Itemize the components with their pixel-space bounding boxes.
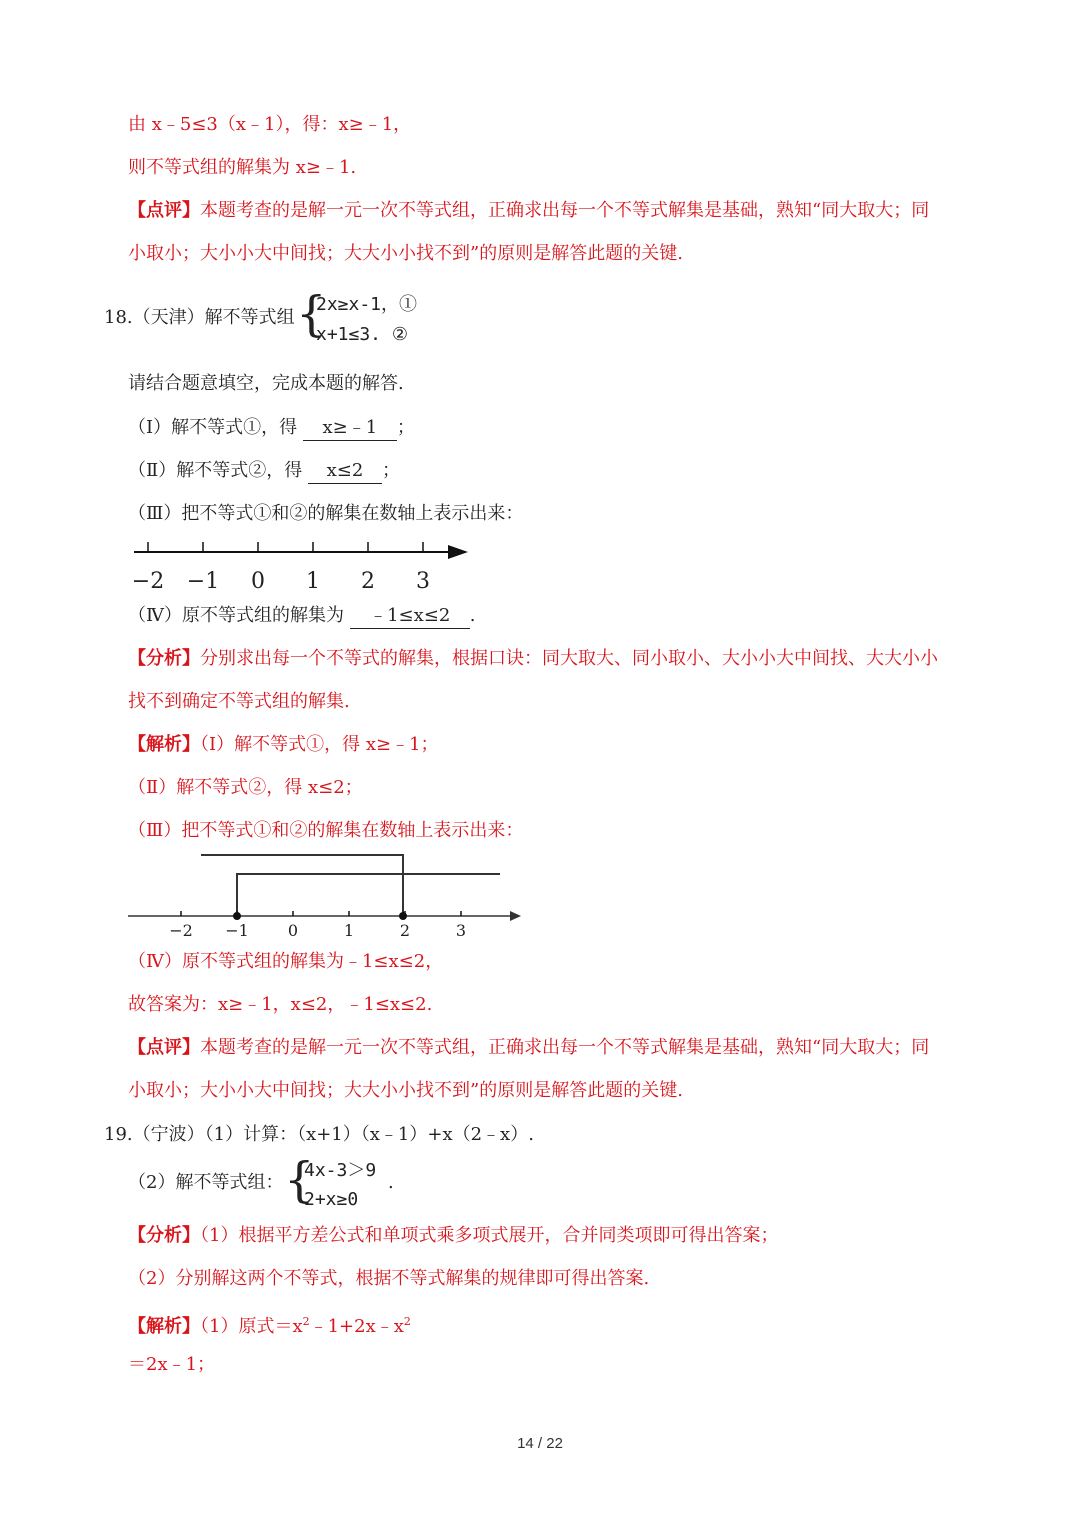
axis-labels-2 (169, 921, 466, 940)
axis-ticks (148, 542, 423, 552)
set-x-ge-neg1 (237, 874, 500, 916)
q18-part-1 (128, 416, 415, 441)
q19-part-2-prefix: （2）解不等式组： (128, 1172, 284, 1193)
system-brace-18: { (296, 286, 327, 342)
q18-prefix: 18.（天津）解不等式组 (104, 307, 295, 328)
q18-analysis-1 (128, 647, 938, 671)
number-line-blank (120, 535, 480, 595)
axis2-label: 0 (287, 921, 299, 940)
analysis-tag: 【分析】 (128, 648, 200, 669)
part-4-answer: ﹣1≤x≤2 (350, 604, 470, 629)
number-line-solution (120, 845, 530, 945)
axis2-label: −2 (169, 921, 193, 940)
analysis-tag-19: 【分析】 (128, 1225, 200, 1246)
part-1-answer: x≥﹣1 (303, 416, 397, 441)
superscript-2: 2 (403, 1315, 411, 1328)
q19-analysis-2: （2）分别解这两个不等式，根据不等式解集的规律即可得出答案. (128, 1268, 650, 1289)
q18-answer: 故答案为：x≥﹣1，x≤2，﹣1≤x≤2. (128, 994, 433, 1015)
part-4-text: （Ⅳ）原不等式组的解集为 (128, 605, 344, 626)
solution-line-1: 由 x﹣5≤3（x﹣1），得：x≥﹣1， (128, 114, 412, 135)
q19-solution-1 (128, 1310, 411, 1339)
part-2-answer: x≤2 (308, 459, 382, 484)
analysis-text-1: 分别求出每一个不等式的解集，根据口诀：同大取大、同小取小、大小小大中间找、大大小小 (200, 648, 938, 669)
q18-solution-4: （Ⅳ）原不等式组的解集为﹣1≤x≤2， (128, 951, 444, 972)
q19-system-end: . (388, 1172, 394, 1193)
q19-system-row-2: 2+x≥0 (304, 1189, 359, 1210)
review-tag: 【点评】 (128, 200, 200, 221)
part-1-end: ； (396, 417, 415, 438)
solid-point-2 (399, 912, 407, 920)
part-4-end: . (469, 605, 476, 626)
solution-tag: 【解析】 (128, 734, 200, 755)
solution-tag-19: 【解析】 (128, 1316, 200, 1337)
system-brace-19: { (284, 1152, 315, 1208)
review-text-2: 本题考查的是解一元一次不等式组，正确求出每一个不等式解集是基础，熟知“同大取大；同 (200, 1037, 930, 1058)
axis1-label: 0 (251, 569, 265, 594)
axis-arrow-2 (510, 911, 521, 921)
sol-expr-2: ﹣1+2x﹣x (309, 1316, 404, 1337)
q18-part-2 (128, 459, 400, 484)
part-1-text: （Ⅰ）解不等式①，得 (128, 417, 298, 438)
review-tag-2: 【点评】 (128, 1037, 200, 1058)
axis1-label: 2 (361, 569, 375, 594)
axis2-label: 2 (399, 921, 411, 940)
axis-labels (132, 569, 430, 594)
q19-solution-2: ＝2x﹣1； (128, 1354, 216, 1375)
q18-solution-2: （Ⅱ）解不等式②，得 x≤2； (128, 777, 363, 798)
q19-line-1: 19.（宁波）（1）计算：（x+1）（x﹣1）+x（2﹣x）. (104, 1124, 534, 1145)
axis2-label: 3 (455, 921, 467, 940)
q18-system-row-2: x+1≤3. ② (316, 324, 408, 345)
solution-set-line: 则不等式组的解集为 x≥﹣1. (128, 157, 357, 178)
review-line-2: 小取小；大小小大中间找；大大小小找不到”的原则是解答此题的关键. (128, 243, 683, 264)
q18-review-2: 小取小；大小小大中间找；大大小小找不到”的原则是解答此题的关键. (128, 1080, 683, 1101)
review-line-1 (128, 199, 929, 223)
axis1-label: 3 (416, 569, 430, 594)
set-x-le-2 (201, 855, 403, 916)
q18-review-1 (128, 1036, 929, 1060)
q19-analysis-1 (128, 1224, 778, 1248)
axis2-label: 1 (343, 921, 355, 940)
q18-system-row-1: 2x≥x-1，① (316, 294, 418, 315)
part-2-text: （Ⅱ）解不等式②，得 (128, 460, 303, 481)
axis1-label: −2 (131, 569, 165, 594)
solution-text-1: （Ⅰ）解不等式①，得 x≥﹣1； (200, 734, 439, 755)
q18-part-3: （Ⅲ）把不等式①和②的解集在数轴上表示出来： (128, 503, 524, 524)
q18-solution-3: （Ⅲ）把不等式①和②的解集在数轴上表示出来： (128, 820, 524, 841)
page-number: 14 / 22 (517, 1435, 563, 1452)
axis1-label: 1 (306, 569, 320, 594)
q18-solution-1 (128, 733, 439, 757)
analysis-text-19: （1）根据平方差公式和单项式乘多项式展开，合并同类项即可得出答案； (200, 1225, 779, 1246)
part-2-end: ； (381, 460, 400, 481)
axis1-label: −1 (186, 569, 220, 594)
q18-analysis-2: 找不到确定不等式组的解集. (128, 691, 350, 712)
superscript-1: 2 (302, 1315, 310, 1328)
axis2-label: −1 (225, 921, 249, 940)
axis-arrow (448, 545, 468, 559)
q18-intro: 请结合题意填空，完成本题的解答. (128, 373, 404, 394)
review-text-1: 本题考查的是解一元一次不等式组，正确求出每一个不等式解集是基础，熟知“同大取大；同 (200, 200, 930, 221)
sol-expr-1: （1）原式＝x (200, 1316, 303, 1337)
q19-system-row-1: 4x-3＞9 (304, 1160, 377, 1181)
q18-part-4 (128, 604, 475, 629)
